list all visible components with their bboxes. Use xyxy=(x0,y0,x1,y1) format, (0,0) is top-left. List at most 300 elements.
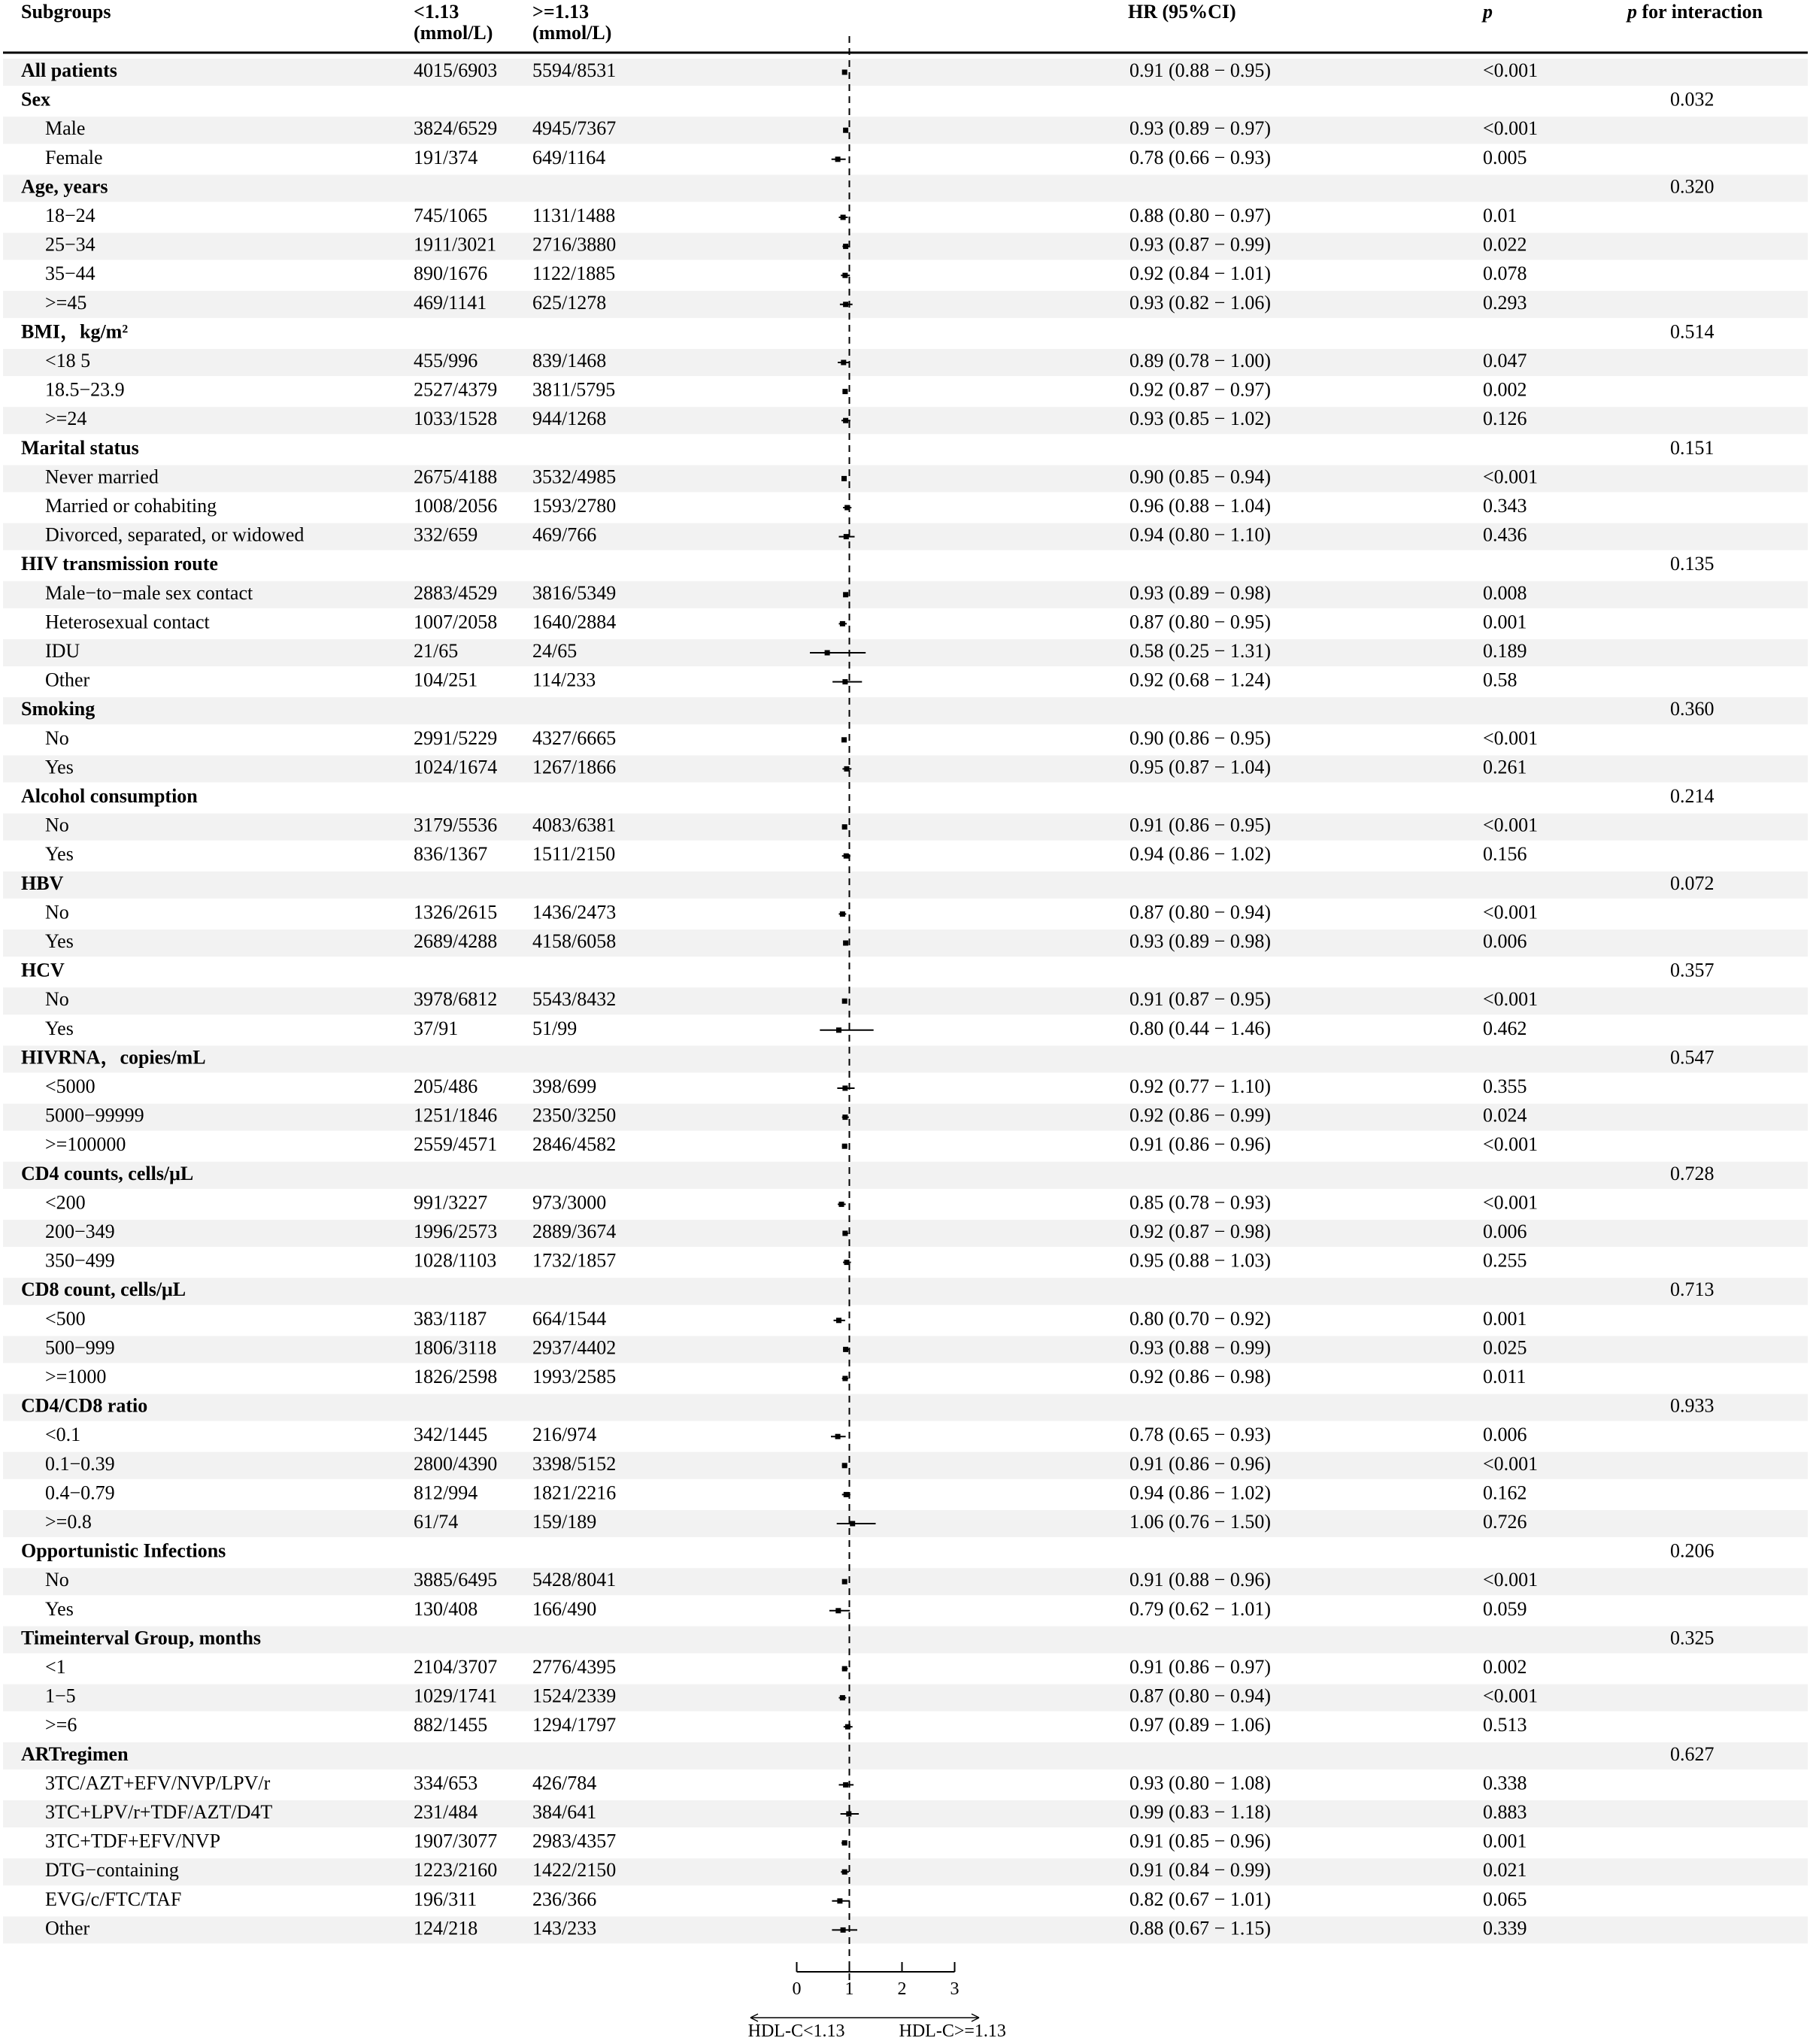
group-row xyxy=(21,1540,1714,1562)
p-value: <0.001 xyxy=(1483,1685,1539,1707)
subgroup-row xyxy=(45,1133,1538,1155)
p-value: <0.001 xyxy=(1483,1452,1539,1475)
x-axis xyxy=(748,1962,1006,2041)
hr-point xyxy=(843,1347,848,1352)
p-value: 0.006 xyxy=(1483,1220,1527,1242)
row-label: Male xyxy=(45,117,86,140)
p-value: 0.255 xyxy=(1483,1249,1527,1272)
row-label: No xyxy=(45,814,69,836)
subgroup-row xyxy=(45,147,1527,168)
hr-point xyxy=(844,505,850,511)
hr-ci: 0.91 (0.86 − 0.95) xyxy=(1129,814,1271,836)
hr-point xyxy=(842,389,847,394)
events-low: 130/408 xyxy=(414,1597,478,1620)
row-label: 500−999 xyxy=(45,1336,115,1359)
hr-ci: 0.80 (0.70 − 0.92) xyxy=(1129,1307,1271,1330)
events-high: 114/233 xyxy=(532,669,596,691)
p-value: <0.001 xyxy=(1483,814,1539,836)
hr-point xyxy=(841,476,847,481)
events-high: 4083/6381 xyxy=(532,814,617,836)
group-row xyxy=(21,553,1714,575)
row-label: >=24 xyxy=(45,408,87,430)
events-high: 5594/8531 xyxy=(532,59,617,81)
p-value: 0.462 xyxy=(1483,1017,1527,1039)
p-interaction: 0.728 xyxy=(1670,1162,1714,1184)
subgroup-row xyxy=(45,1075,1527,1097)
hr-ci: 0.95 (0.87 − 1.04) xyxy=(1129,756,1271,778)
subgroup-row xyxy=(45,1656,1527,1678)
events-low: 2104/3707 xyxy=(414,1655,498,1678)
events-low: 21/65 xyxy=(414,639,459,662)
row-label: No xyxy=(45,901,69,923)
subgroup-row xyxy=(45,1191,1538,1213)
hr-point xyxy=(842,1144,847,1149)
group-row xyxy=(21,89,1714,111)
events-low: 2675/4188 xyxy=(414,466,498,488)
p-value: 0.001 xyxy=(1483,1307,1527,1330)
events-high: 51/99 xyxy=(532,1017,578,1039)
row-band xyxy=(3,174,1808,202)
events-low: 104/251 xyxy=(414,669,478,691)
hr-ci: 0.91 (0.88 − 0.95) xyxy=(1129,59,1271,81)
events-high: 469/766 xyxy=(532,523,597,546)
p-value: 0.126 xyxy=(1483,408,1527,430)
events-low: 1911/3021 xyxy=(414,233,497,256)
hr-ci: 0.92 (0.87 − 0.98) xyxy=(1129,1220,1271,1242)
p-value: <0.001 xyxy=(1483,1569,1539,1591)
row-label: 0.1−0.39 xyxy=(45,1452,115,1475)
p-interaction: 0.135 xyxy=(1670,553,1714,575)
hr-point xyxy=(842,679,847,684)
subgroup-row xyxy=(45,1017,1527,1039)
hr-point xyxy=(842,999,847,1004)
subgroup-row xyxy=(45,495,1527,517)
events-high: 1524/2339 xyxy=(532,1685,617,1707)
events-low: 3978/6812 xyxy=(414,988,498,1011)
row-label: 350−499 xyxy=(45,1249,115,1272)
hr-point xyxy=(840,621,845,626)
hr-point xyxy=(846,1812,851,1817)
hr-point xyxy=(843,592,848,597)
subgroup-row xyxy=(45,1888,1527,1910)
p-value: 0.162 xyxy=(1483,1481,1527,1504)
p-value: 0.006 xyxy=(1483,930,1527,952)
events-high: 24/65 xyxy=(532,639,578,662)
hr-point xyxy=(839,1202,844,1207)
events-low: 2527/4379 xyxy=(414,378,498,401)
events-low: 812/994 xyxy=(414,1481,478,1504)
p-value: <0.001 xyxy=(1483,726,1539,749)
p-interaction: 0.547 xyxy=(1670,1046,1714,1069)
subgroup-row xyxy=(45,205,1517,226)
events-low: 37/91 xyxy=(414,1017,459,1039)
row-label: 3TC+LPV/r+TDF/AZT/D4T xyxy=(45,1800,273,1823)
events-high: 2983/4357 xyxy=(532,1830,617,1852)
row-band xyxy=(3,639,1808,666)
row-band xyxy=(3,930,1808,957)
hr-point xyxy=(844,854,849,859)
left-direction-label: HDL-C<1.13 xyxy=(747,2021,845,2041)
hr-point xyxy=(842,1231,847,1236)
p-value: 0.002 xyxy=(1483,1655,1527,1678)
p-value: 0.021 xyxy=(1483,1859,1527,1882)
subgroup-row xyxy=(45,901,1538,923)
row-label: <1 xyxy=(45,1655,66,1678)
hr-ci: 0.99 (0.83 − 1.18) xyxy=(1129,1800,1271,1823)
hr-ci: 0.93 (0.88 − 0.99) xyxy=(1129,1336,1271,1359)
subgroup-row xyxy=(45,1772,1527,1794)
row-label: >=6 xyxy=(45,1714,77,1736)
row-label: Never married xyxy=(45,466,159,488)
header-high-top: >=1.13 xyxy=(532,1,590,23)
group-row xyxy=(21,785,1714,807)
hr-ci: 0.94 (0.80 − 1.10) xyxy=(1129,523,1271,546)
events-high: 236/366 xyxy=(532,1888,597,1910)
row-label: DTG−containing xyxy=(45,1859,179,1882)
events-high: 1511/2150 xyxy=(532,843,616,866)
header-hr: HR (95%CI) xyxy=(1128,1,1236,23)
hr-point xyxy=(843,128,848,133)
hr-point xyxy=(835,1608,841,1613)
row-label: HBV xyxy=(21,872,64,894)
p-value: 0.047 xyxy=(1483,349,1527,371)
row-label: 1−5 xyxy=(45,1685,76,1707)
events-high: 2776/4395 xyxy=(532,1655,617,1678)
row-band xyxy=(3,1510,1808,1537)
hr-point xyxy=(841,215,846,220)
row-label: Alcohol consumption xyxy=(21,784,198,807)
events-low: 890/1676 xyxy=(414,262,488,285)
p-value: 0.001 xyxy=(1483,611,1527,633)
row-band xyxy=(3,291,1808,318)
hr-point xyxy=(842,1463,847,1468)
events-low: 2883/4529 xyxy=(414,581,498,604)
p-interaction: 0.933 xyxy=(1670,1394,1714,1417)
row-label: Timeinterval Group, months xyxy=(21,1627,262,1649)
hr-point xyxy=(843,418,848,423)
events-low: 1033/1528 xyxy=(414,408,498,430)
subgroup-row xyxy=(45,669,1517,691)
subgroup-row xyxy=(45,843,1527,865)
hr-point xyxy=(840,911,845,917)
hr-point xyxy=(843,302,848,307)
row-band xyxy=(3,1916,1808,1943)
p-value: 0.436 xyxy=(1483,523,1527,546)
row-label: Married or cohabiting xyxy=(45,494,217,517)
p-value: 0.078 xyxy=(1483,262,1527,285)
row-label: Female xyxy=(45,146,103,168)
row-band xyxy=(3,1278,1808,1305)
row-label: CD8 count, cells/μL xyxy=(21,1278,186,1301)
p-value: 0.011 xyxy=(1483,1365,1527,1387)
header-p-interaction-rest: for interaction xyxy=(1637,1,1763,23)
hr-ci: 0.87 (0.80 − 0.94) xyxy=(1129,1685,1271,1707)
p-value: 0.01 xyxy=(1483,204,1517,226)
p-value: 0.726 xyxy=(1483,1510,1527,1533)
header-low-top: <1.13 xyxy=(414,1,459,23)
events-low: 1028/1103 xyxy=(414,1249,497,1272)
events-low: 1024/1674 xyxy=(414,756,498,778)
row-band xyxy=(3,233,1808,260)
hr-ci: 0.93 (0.80 − 1.08) xyxy=(1129,1772,1271,1794)
hr-ci: 0.92 (0.68 − 1.24) xyxy=(1129,669,1271,691)
row-label: 3TC+TDF+EFV/NVP xyxy=(45,1830,221,1852)
hr-point xyxy=(841,360,846,365)
row-label: >=0.8 xyxy=(45,1510,92,1533)
subgroup-row xyxy=(45,727,1538,749)
hr-point xyxy=(835,1434,841,1439)
events-low: 2689/4288 xyxy=(414,930,498,952)
row-label: No xyxy=(45,726,69,749)
events-low: 1029/1741 xyxy=(414,1685,498,1707)
hr-ci: 0.88 (0.80 − 0.97) xyxy=(1129,204,1271,226)
events-low: 191/374 xyxy=(414,146,478,168)
hr-ci: 0.95 (0.88 − 1.03) xyxy=(1129,1249,1271,1272)
p-value: 0.513 xyxy=(1483,1714,1527,1736)
header-low-bottom: (mmol/L) xyxy=(414,22,493,44)
row-band xyxy=(3,1162,1808,1189)
hr-point xyxy=(837,1898,842,1903)
row-label: 200−349 xyxy=(45,1220,115,1242)
events-low: 1251/1846 xyxy=(414,1104,498,1127)
p-value: 0.343 xyxy=(1483,494,1527,517)
hr-ci: 0.89 (0.78 − 1.00) xyxy=(1129,349,1271,371)
row-label: Yes xyxy=(45,1017,74,1039)
events-low: 2991/5229 xyxy=(414,726,498,749)
p-value: 0.261 xyxy=(1483,756,1527,778)
events-high: 1294/1797 xyxy=(532,1714,617,1736)
events-low: 3885/6495 xyxy=(414,1569,498,1591)
events-high: 1131/1488 xyxy=(532,204,616,226)
hr-ci: 0.79 (0.62 − 1.01) xyxy=(1129,1597,1271,1620)
row-label: CD4/CD8 ratio xyxy=(21,1394,148,1417)
hr-point xyxy=(844,1492,849,1497)
events-high: 1821/2216 xyxy=(532,1481,617,1504)
row-label: Other xyxy=(45,1917,90,1939)
row-label: Yes xyxy=(45,930,74,952)
subgroup-row xyxy=(45,1714,1527,1736)
row-label: <0.1 xyxy=(45,1424,81,1446)
hr-ci: 0.97 (0.89 − 1.06) xyxy=(1129,1714,1271,1736)
events-high: 5543/8432 xyxy=(532,988,617,1011)
p-value: 0.355 xyxy=(1483,1075,1527,1097)
p-value: 0.293 xyxy=(1483,291,1527,314)
events-high: 1640/2884 xyxy=(532,611,617,633)
events-high: 2937/4402 xyxy=(532,1336,617,1359)
p-interaction: 0.713 xyxy=(1670,1278,1714,1301)
hr-ci: 0.91 (0.87 − 0.95) xyxy=(1129,988,1271,1011)
hr-point xyxy=(842,824,847,829)
row-band xyxy=(3,1045,1808,1072)
p-interaction: 0.357 xyxy=(1670,959,1714,981)
events-low: 1223/2160 xyxy=(414,1859,498,1882)
row-label: ARTregimen xyxy=(21,1742,129,1765)
p-value: 0.001 xyxy=(1483,1830,1527,1852)
row-label: Other xyxy=(45,669,90,691)
events-low: 4015/6903 xyxy=(414,59,498,81)
row-label: 0.4−0.79 xyxy=(45,1481,115,1504)
events-high: 2350/3250 xyxy=(532,1104,617,1127)
events-high: 1993/2585 xyxy=(532,1365,617,1387)
p-value: 0.002 xyxy=(1483,378,1527,401)
events-high: 1436/2473 xyxy=(532,901,617,923)
events-high: 4327/6665 xyxy=(532,726,617,749)
p-value: 0.024 xyxy=(1483,1104,1527,1127)
p-interaction: 0.325 xyxy=(1670,1627,1714,1649)
hr-point xyxy=(842,1870,847,1875)
events-low: 334/653 xyxy=(414,1772,478,1794)
row-label: 3TC/AZT+EFV/NVP/LPV/r xyxy=(45,1772,271,1794)
row-band xyxy=(3,872,1808,899)
events-low: 1007/2058 xyxy=(414,611,498,633)
events-high: 159/189 xyxy=(532,1510,597,1533)
p-value: 0.008 xyxy=(1483,581,1527,604)
hr-ci: 0.92 (0.86 − 0.99) xyxy=(1129,1104,1271,1127)
row-label: Age, years xyxy=(21,175,108,198)
group-row xyxy=(21,437,1714,459)
events-high: 4158/6058 xyxy=(532,930,617,952)
hr-point xyxy=(842,1666,847,1672)
events-low: 1806/3118 xyxy=(414,1336,497,1359)
hr-point xyxy=(842,70,847,75)
p-value: 0.339 xyxy=(1483,1917,1527,1939)
events-high: 1422/2150 xyxy=(532,1859,617,1882)
hr-point xyxy=(835,156,841,162)
row-label: All patients xyxy=(21,59,117,81)
hr-ci: 0.87 (0.80 − 0.94) xyxy=(1129,901,1271,923)
hr-ci: 0.58 (0.25 − 1.31) xyxy=(1129,639,1271,662)
hr-ci: 0.80 (0.44 − 1.46) xyxy=(1129,1017,1271,1039)
subgroup-row xyxy=(45,379,1527,401)
events-low: 3824/6529 xyxy=(414,117,498,140)
row-label: IDU xyxy=(45,639,80,662)
events-low: 1326/2615 xyxy=(414,901,498,923)
hr-point xyxy=(842,1376,847,1381)
p-value: 0.059 xyxy=(1483,1597,1527,1620)
hr-point xyxy=(842,1579,847,1585)
p-value: 0.189 xyxy=(1483,639,1527,662)
row-band xyxy=(3,1742,1808,1770)
hr-ci: 0.96 (0.88 − 1.04) xyxy=(1129,494,1271,517)
hr-point xyxy=(841,1927,846,1933)
p-interaction: 0.320 xyxy=(1670,175,1714,198)
row-band xyxy=(3,697,1808,724)
hr-point xyxy=(825,651,830,656)
row-label: <5000 xyxy=(45,1075,96,1097)
events-high: 625/1278 xyxy=(532,291,607,314)
p-value: <0.001 xyxy=(1483,901,1539,923)
hr-point xyxy=(844,534,849,539)
subgroup-row xyxy=(45,262,1527,284)
events-high: 143/233 xyxy=(532,1917,597,1939)
p-value: 0.065 xyxy=(1483,1888,1527,1910)
events-high: 384/641 xyxy=(532,1800,597,1823)
row-band xyxy=(3,1858,1808,1885)
p-interaction: 0.206 xyxy=(1670,1539,1714,1562)
row-band xyxy=(3,1800,1808,1827)
hr-ci: 0.91 (0.86 − 0.96) xyxy=(1129,1452,1271,1475)
hr-ci: 0.90 (0.86 − 0.95) xyxy=(1129,726,1271,749)
p-interaction: 0.072 xyxy=(1670,872,1714,894)
events-low: 991/3227 xyxy=(414,1191,488,1214)
hr-ci: 0.87 (0.80 − 0.95) xyxy=(1129,611,1271,633)
p-interaction: 0.514 xyxy=(1670,320,1714,343)
hr-point xyxy=(836,1318,841,1323)
row-band xyxy=(3,349,1808,376)
p-value: 0.338 xyxy=(1483,1772,1527,1794)
hr-ci: 0.93 (0.85 − 1.02) xyxy=(1129,408,1271,430)
events-low: 1907/3077 xyxy=(414,1830,498,1852)
events-low: 1008/2056 xyxy=(414,494,498,517)
row-label: Yes xyxy=(45,843,74,866)
events-low: 342/1445 xyxy=(414,1424,488,1446)
events-high: 1267/1866 xyxy=(532,756,617,778)
hr-point xyxy=(842,1114,847,1120)
events-low: 469/1141 xyxy=(414,291,487,314)
hr-ci: 0.93 (0.89 − 0.97) xyxy=(1129,117,1271,140)
header-high-bottom: (mmol/L) xyxy=(532,22,612,44)
hr-point xyxy=(843,941,848,946)
events-high: 216/974 xyxy=(532,1424,597,1446)
row-label: >=1000 xyxy=(45,1365,107,1387)
p-value: 0.58 xyxy=(1483,669,1517,691)
row-label: Opportunistic Infections xyxy=(21,1539,226,1562)
p-interaction: 0.151 xyxy=(1670,436,1714,459)
row-band xyxy=(3,1220,1808,1247)
row-label: EVG/c/FTC/TAF xyxy=(45,1888,182,1910)
p-value: <0.001 xyxy=(1483,1191,1539,1214)
hr-ci: 0.90 (0.85 − 0.94) xyxy=(1129,466,1271,488)
hr-point xyxy=(836,1027,841,1033)
hr-ci: 0.93 (0.82 − 1.06) xyxy=(1129,291,1271,314)
row-band xyxy=(3,755,1808,782)
hr-point xyxy=(850,1521,855,1527)
row-label: Yes xyxy=(45,1597,74,1620)
hr-ci: 1.06 (0.76 − 1.50) xyxy=(1129,1510,1271,1533)
events-high: 3532/4985 xyxy=(532,466,617,488)
events-low: 205/486 xyxy=(414,1075,478,1097)
events-high: 4945/7367 xyxy=(532,117,617,140)
subgroup-row xyxy=(45,1424,1527,1445)
p-value: 0.025 xyxy=(1483,1336,1527,1359)
events-low: 2559/4571 xyxy=(414,1133,498,1156)
subgroup-row xyxy=(45,1250,1527,1272)
events-high: 664/1544 xyxy=(532,1307,607,1330)
events-high: 944/1268 xyxy=(532,408,607,430)
header-p-interaction xyxy=(1626,1,1763,23)
events-low: 1996/2573 xyxy=(414,1220,498,1242)
hr-ci: 0.78 (0.65 − 0.93) xyxy=(1129,1424,1271,1446)
p-value: <0.001 xyxy=(1483,59,1539,81)
events-low: 882/1455 xyxy=(414,1714,488,1736)
row-label: Heterosexual contact xyxy=(45,611,210,633)
events-high: 1593/2780 xyxy=(532,494,617,517)
hr-ci: 0.88 (0.67 − 1.15) xyxy=(1129,1917,1271,1939)
events-low: 124/218 xyxy=(414,1917,478,1939)
hr-ci: 0.78 (0.66 − 0.93) xyxy=(1129,146,1271,168)
row-label: CD4 counts, cells/μL xyxy=(21,1162,194,1184)
row-label: 25−34 xyxy=(45,233,96,256)
subgroup-row xyxy=(45,1598,1527,1620)
row-label: Yes xyxy=(45,756,74,778)
row-band xyxy=(3,1336,1808,1363)
events-high: 839/1468 xyxy=(532,349,607,371)
hr-ci: 0.91 (0.85 − 0.96) xyxy=(1129,1830,1271,1852)
hr-ci: 0.94 (0.86 − 1.02) xyxy=(1129,843,1271,866)
p-value: 0.883 xyxy=(1483,1800,1527,1823)
row-label: Smoking xyxy=(21,698,96,720)
row-label: HIV transmission route xyxy=(21,553,218,575)
